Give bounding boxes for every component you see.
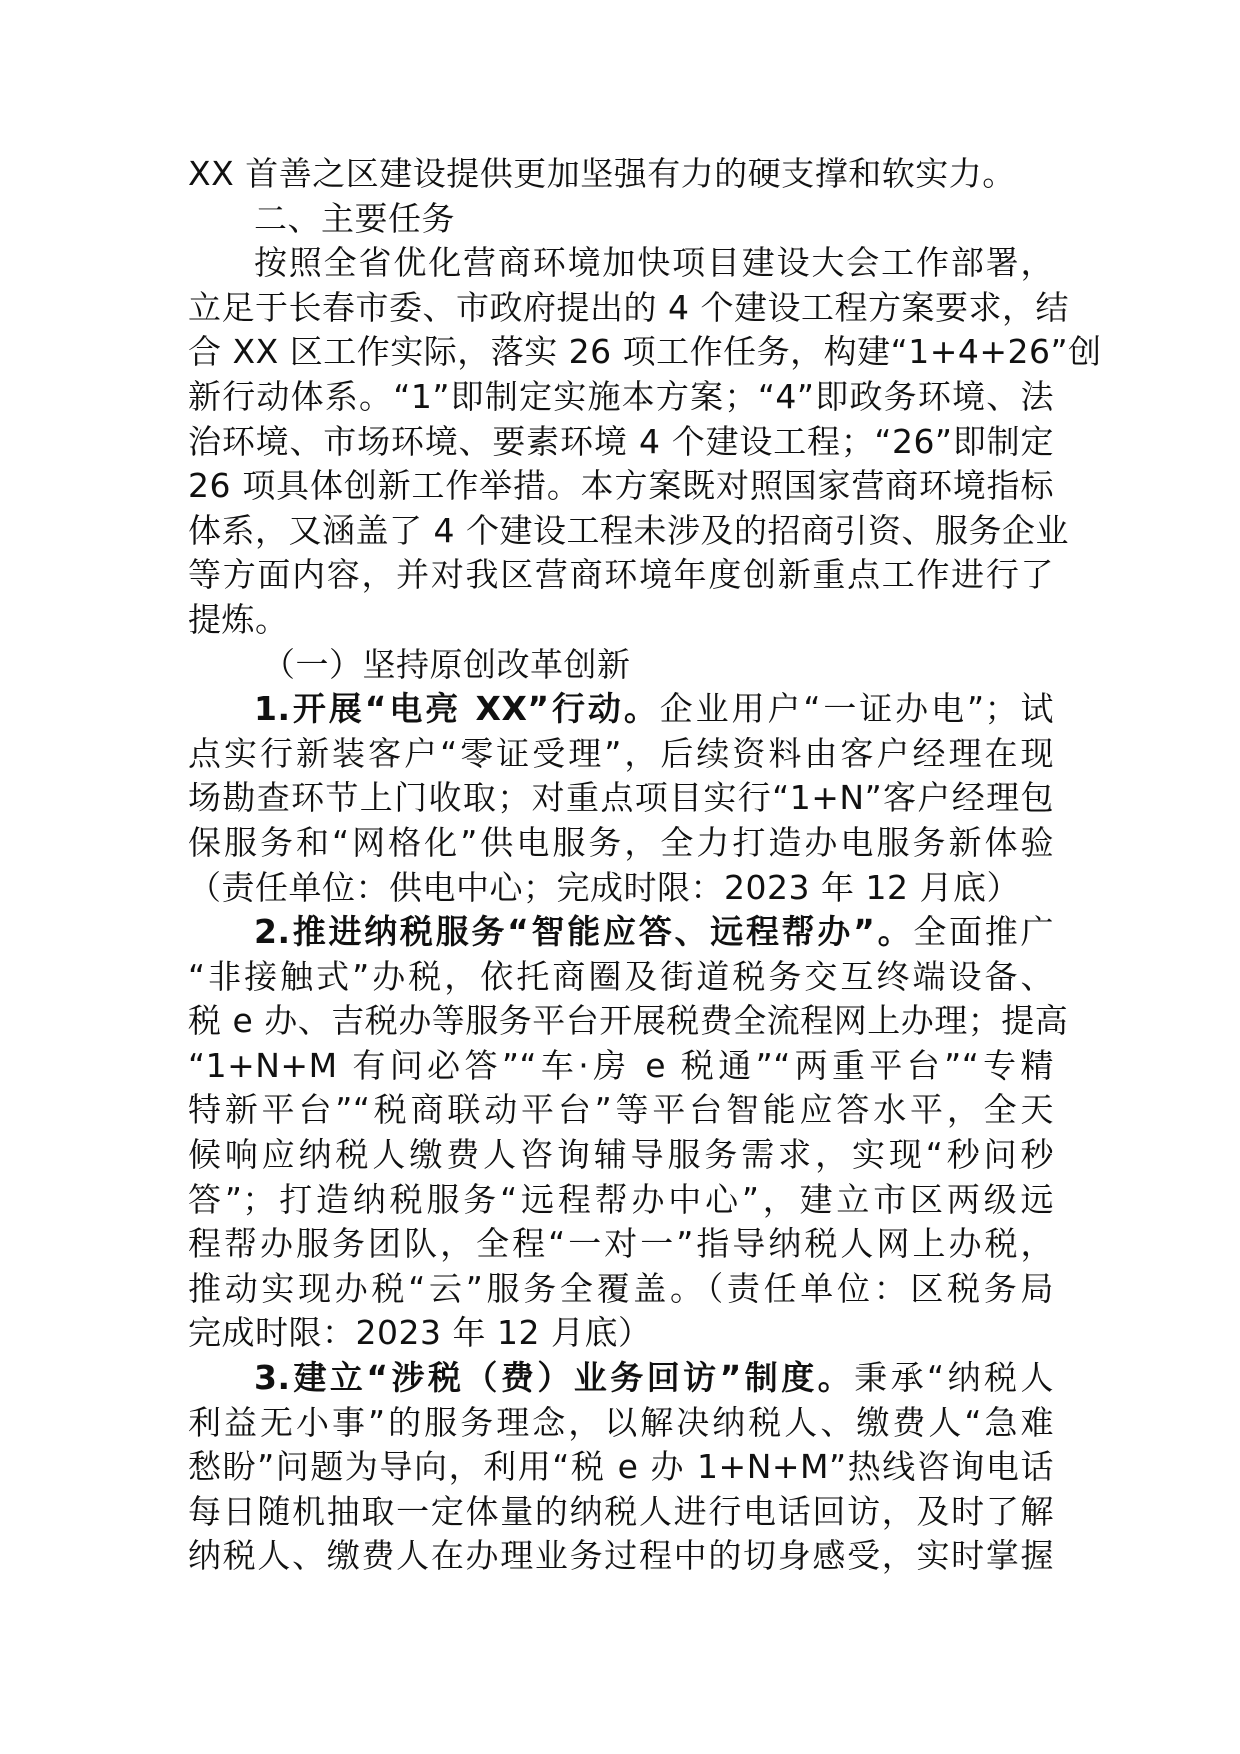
text-line: 答”；打造纳税服务“远程帮办中心”，建立市区两级远: [188, 1179, 1054, 1219]
text-line: 立足于长春市委、市政府提出的 4 个建设工程方案要求，结: [188, 287, 1069, 327]
text-line: （责任单位：供电中心；完成时限：2023 年 12 月底）: [188, 867, 1020, 907]
text-line: 税 e 办、吉税办等服务平台开展税费全流程网上办理；提高: [188, 1001, 1069, 1041]
paragraph-overview: [188, 241, 1102, 642]
task-item-first-line: [188, 687, 1054, 732]
text-line: 26 项具体创新工作举措。本方案既对照国家营商环境指标: [188, 466, 1054, 506]
text-line: 利益无小事”的服务理念，以解决纳税人、缴费人“急难: [188, 1402, 1054, 1442]
text-line: 愁盼”问题为导向，利用“税 e 办 1+N+M”热线咨询电话: [188, 1447, 1054, 1487]
text-line: 点实行新装客户“零证受理”，后续资料由客户经理在现: [188, 733, 1054, 773]
task-item-title: 2.推进纳税服务“智能应答、远程帮办”。: [254, 912, 914, 952]
text-line: 治环境、市场环境、要素环境 4 个建设工程；“26”即制定: [188, 421, 1054, 461]
text-line: 合 XX 区工作实际，落实 26 项工作任务，构建“1+4+26”创: [188, 332, 1102, 372]
text-line: 候响应纳税人缴费人咨询辅导服务需求，实现“秒问秒: [188, 1135, 1054, 1175]
text-line: 完成时限：2023 年 12 月底）: [188, 1313, 652, 1353]
text-line: “非接触式”办税，依托商圈及街道税务交互终端设备、: [188, 956, 1054, 996]
text-line: “1+N+M 有问必答”“车·房 e 税通”“两重平台”“专精: [188, 1045, 1054, 1085]
task-item-first-line: [188, 910, 1054, 955]
text-line: 场勘查环节上门收取；对重点项目实行“1+N”客户经理包: [188, 778, 1054, 818]
text-line: 每日随机抽取一定体量的纳税人进行电话回访，及时了解: [188, 1491, 1054, 1531]
task-item-title: 3.建立“涉税（费）业务回访”制度。: [254, 1358, 855, 1398]
text-line: 推动实现办税“云”服务全覆盖。（责任单位：区税务局: [188, 1268, 1054, 1308]
text-line: 新行动体系。“1”即制定实施本方案；“4”即政务环境、法: [188, 376, 1054, 416]
text-line: 程帮办服务团队，全程“一对一”指导纳税人网上办税，: [188, 1224, 1054, 1264]
task-item-text: 秉承“纳税人: [854, 1358, 1054, 1398]
section-heading-main-tasks: 二、主要任务: [254, 198, 455, 238]
task-item-2: [188, 910, 1069, 1356]
text-line: 按照全省优化营商环境加快项目建设大会工作部署，: [254, 243, 1054, 283]
text-line: 保服务和“网格化”供电服务，全力打造办电服务新体验: [188, 822, 1054, 862]
subsection-heading: （一）坚持原创改革创新: [262, 644, 631, 684]
task-item-text: 企业用户“一证办电”；试: [659, 689, 1054, 729]
text-line: 提炼。: [188, 599, 289, 639]
text-line: 等方面内容，并对我区营商环境年度创新重点工作进行了: [188, 555, 1054, 595]
task-item-3: [188, 1356, 1054, 1579]
paragraph-continuation-line: XX 首善之区建设提供更加坚强有力的硬支撑和软实力。: [188, 154, 1016, 193]
text-line: 纳税人、缴费人在办理业务过程中的切身感受，实时掌握: [188, 1536, 1054, 1576]
task-item-first-line: [188, 1356, 1054, 1401]
task-item-text: 全面推广: [913, 912, 1055, 952]
text-line: 体系，又涵盖了 4 个建设工程未涉及的招商引资、服务企业: [188, 510, 1069, 550]
task-item-1: [188, 687, 1054, 910]
task-item-title: 1.开展“电亮 XX”行动。: [254, 689, 660, 729]
document-page: [188, 152, 1102, 1579]
text-line: 特新平台”“税商联动平台”等平台智能应答水平，全天: [188, 1090, 1054, 1130]
